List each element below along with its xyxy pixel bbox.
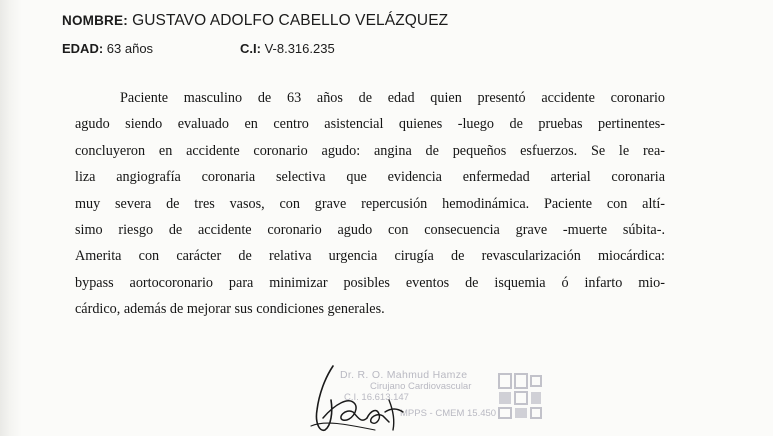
summary-line: agudo siendo evaluado en centro asistencial quienes -luego de pruebas pertinentes- <box>75 116 665 133</box>
summary-line: concluyeron en accidente coronario agudo: angina de pequeños esfuerzos. Se le rea- <box>75 142 665 159</box>
patient-name-line <box>62 12 448 30</box>
stamp-doctor-name: Dr. R. O. Mahmud Hamze <box>340 369 468 381</box>
stamp-specialty: Cirujano Cardiovascular <box>370 381 472 392</box>
summary-line: cárdico, además de mejorar sus condiciones generales. <box>75 301 385 318</box>
summary-line: Amerita con carácter de relativa urgencia cirugía de revascularización miocárdica: <box>75 248 665 265</box>
patient-id: V-8.316.235 <box>264 41 335 56</box>
id-label: C.I: <box>240 41 261 56</box>
patient-id-line <box>240 41 335 56</box>
signature-icon <box>305 360 425 436</box>
patient-age-line <box>62 41 153 56</box>
patient-name: GUSTAVO ADOLFO CABELLO VELÁZQUEZ <box>132 12 449 29</box>
name-label: NOMBRE: <box>62 13 128 28</box>
summary-line: bypass aortocoronario para minimizar posibles eventos de isquemia ó infarto mio- <box>75 274 665 291</box>
stamp-id: C.I. 16.613.147 <box>344 392 409 403</box>
summary-line: Paciente masculino de 63 años de edad quien presentó accidente coronario <box>120 90 665 106</box>
summary-line: muy severa de tres vasos, con grave repercusión hemodinámica. Paciente con altí- <box>75 195 665 212</box>
clinical-summary <box>75 85 665 323</box>
age-label: EDAD: <box>62 41 104 56</box>
summary-line: liza angiografía coronaria selectiva que evidencia enfermedad arterial coronaria <box>75 169 665 186</box>
patient-age: 63 años <box>106 41 154 56</box>
stamp-registration: MPPS - CMEM 15.450 <box>400 408 497 419</box>
medical-seal-icon <box>497 372 543 420</box>
summary-line: simo riesgo de accidente coronario agudo con consecuencia grave -muerte súbita-. <box>75 221 665 238</box>
